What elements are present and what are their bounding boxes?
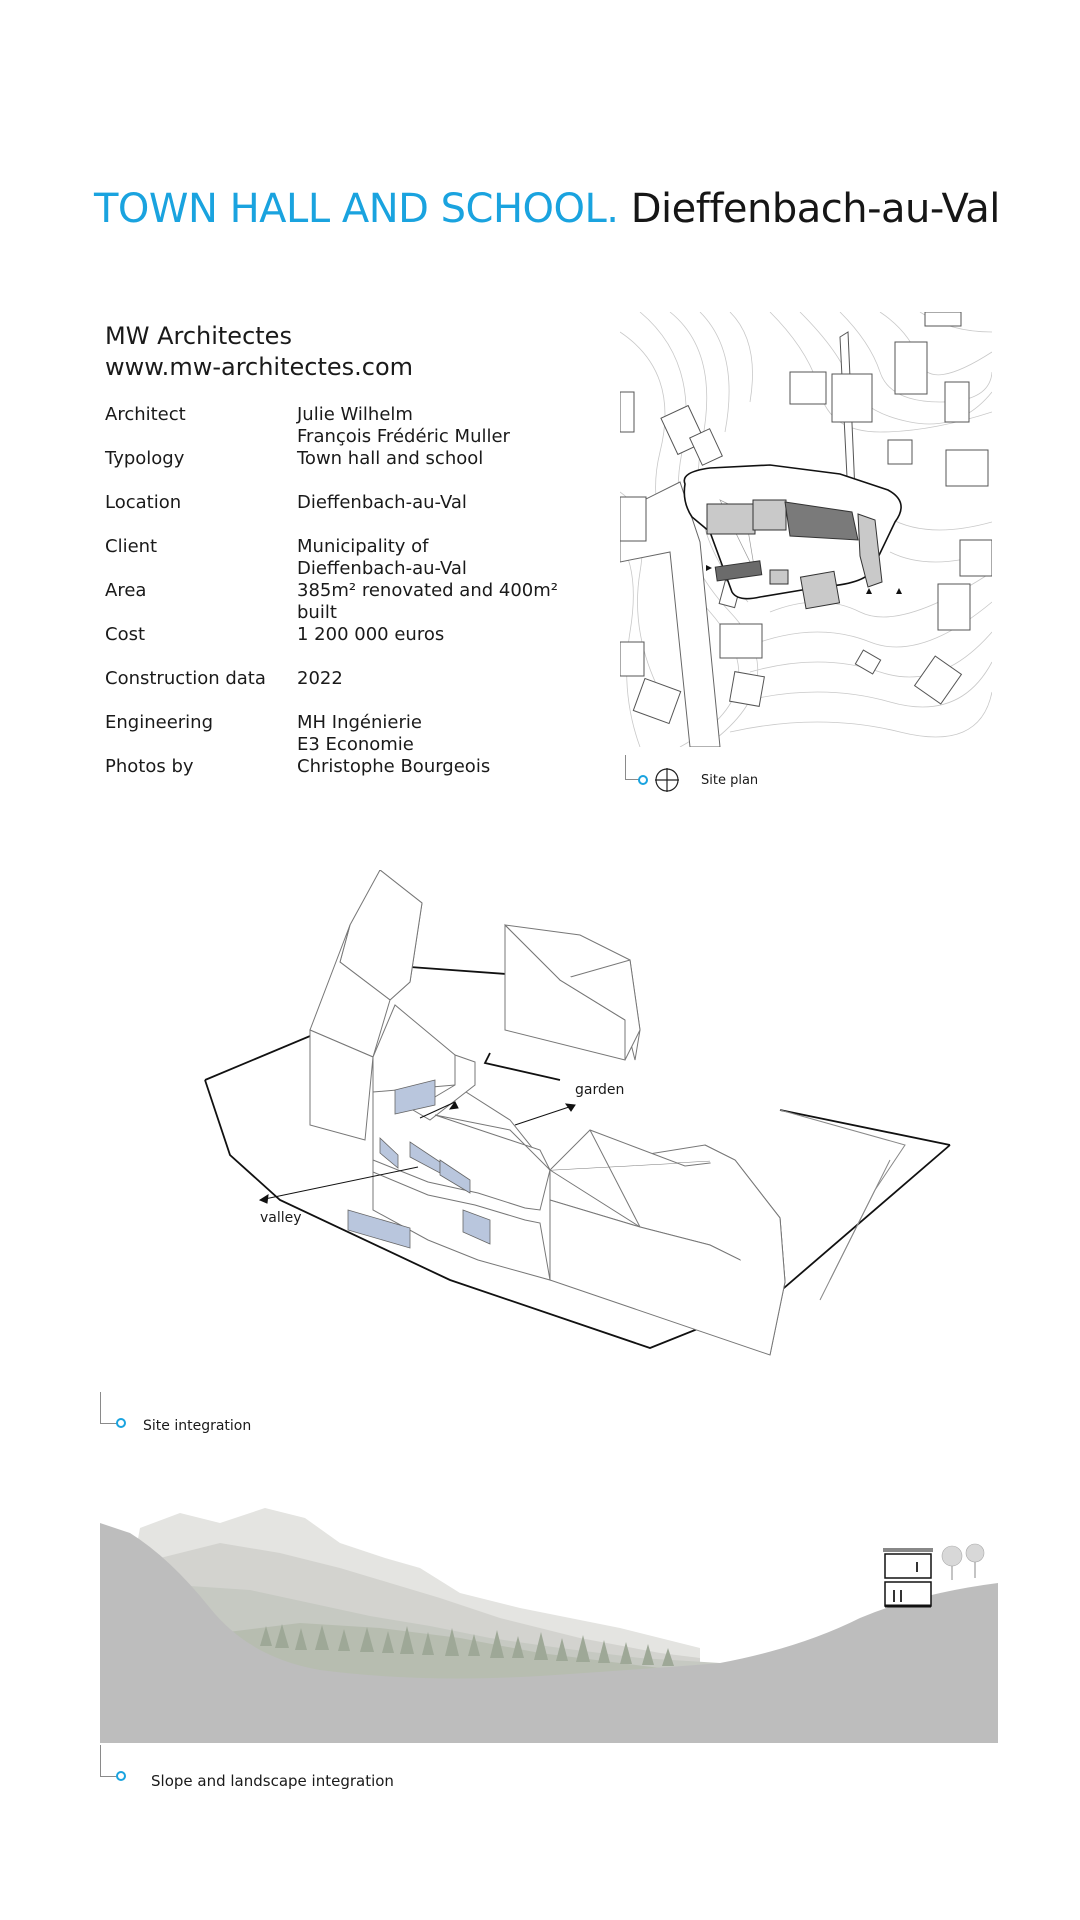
info-value-line: Town hall and school	[297, 448, 484, 469]
info-row-photos	[105, 756, 585, 800]
firm-block	[105, 321, 413, 383]
info-row-client	[105, 536, 585, 580]
info-value	[297, 756, 597, 778]
info-value	[297, 492, 597, 514]
site-plan-drawing	[620, 312, 992, 747]
valley-label: valley	[260, 1210, 302, 1226]
site-integration-caption: Site integration	[143, 1418, 252, 1434]
info-value	[297, 668, 597, 690]
info-value-line: built	[297, 602, 337, 623]
site-integration-marker-icon	[116, 1418, 126, 1428]
site-plan-caption: Site plan	[701, 773, 759, 788]
info-value-line: 2022	[297, 668, 343, 689]
info-value-line: Municipality of	[297, 536, 429, 557]
info-value	[297, 624, 597, 646]
info-value-line: Dieffenbach-au-Val	[297, 558, 467, 579]
info-value	[297, 712, 597, 756]
slope-marker-icon	[116, 1771, 126, 1781]
info-value-line: MH Ingénierie	[297, 712, 422, 733]
page-title	[94, 186, 1000, 232]
title-accent: TOWN HALL AND SCHOOL.	[94, 186, 619, 232]
info-row-area	[105, 580, 585, 624]
slope-caption: Slope and landscape integration	[151, 1772, 394, 1790]
info-row-cost	[105, 624, 585, 668]
info-value-line: 1 200 000 euros	[297, 624, 445, 645]
info-label: Area	[105, 580, 147, 601]
info-row-architect	[105, 404, 585, 448]
title-location: Dieffenbach-au-Val	[630, 186, 1000, 232]
info-value	[297, 448, 597, 470]
info-value	[297, 536, 597, 580]
info-value-line: Dieffenbach-au-Val	[297, 492, 467, 513]
axonometric-drawing	[130, 870, 960, 1410]
firm-website[interactable]: www.mw-architectes.com	[105, 353, 414, 381]
info-value-line: François Frédéric Muller	[297, 426, 510, 447]
site-plan-marker-icon	[638, 775, 648, 785]
project-info	[105, 404, 585, 800]
info-row-location	[105, 492, 585, 536]
landscape-section-drawing	[100, 1498, 998, 1743]
info-value	[297, 580, 597, 624]
garden-label: garden	[575, 1082, 625, 1098]
info-label: Typology	[105, 448, 185, 469]
info-label: Construction data	[105, 668, 266, 689]
info-label: Client	[105, 536, 158, 557]
info-value-line: 385m² renovated and 400m²	[297, 580, 558, 601]
info-value	[297, 404, 597, 448]
info-value-line: Christophe Bourgeois	[297, 756, 491, 777]
info-label: Architect	[105, 404, 186, 425]
info-row-typology	[105, 448, 585, 492]
info-label: Engineering	[105, 712, 213, 733]
info-row-construction	[105, 668, 585, 712]
info-value-line: Julie Wilhelm	[297, 404, 413, 425]
slope-bracket	[100, 1745, 117, 1777]
info-label: Photos by	[105, 756, 194, 777]
info-label: Location	[105, 492, 182, 513]
info-row-engineering	[105, 712, 585, 756]
info-label: Cost	[105, 624, 146, 645]
firm-name: MW Architectes	[105, 322, 292, 350]
north-arrow-icon	[654, 767, 680, 793]
site-integration-bracket	[100, 1392, 117, 1424]
info-value-line: E3 Economie	[297, 734, 414, 755]
